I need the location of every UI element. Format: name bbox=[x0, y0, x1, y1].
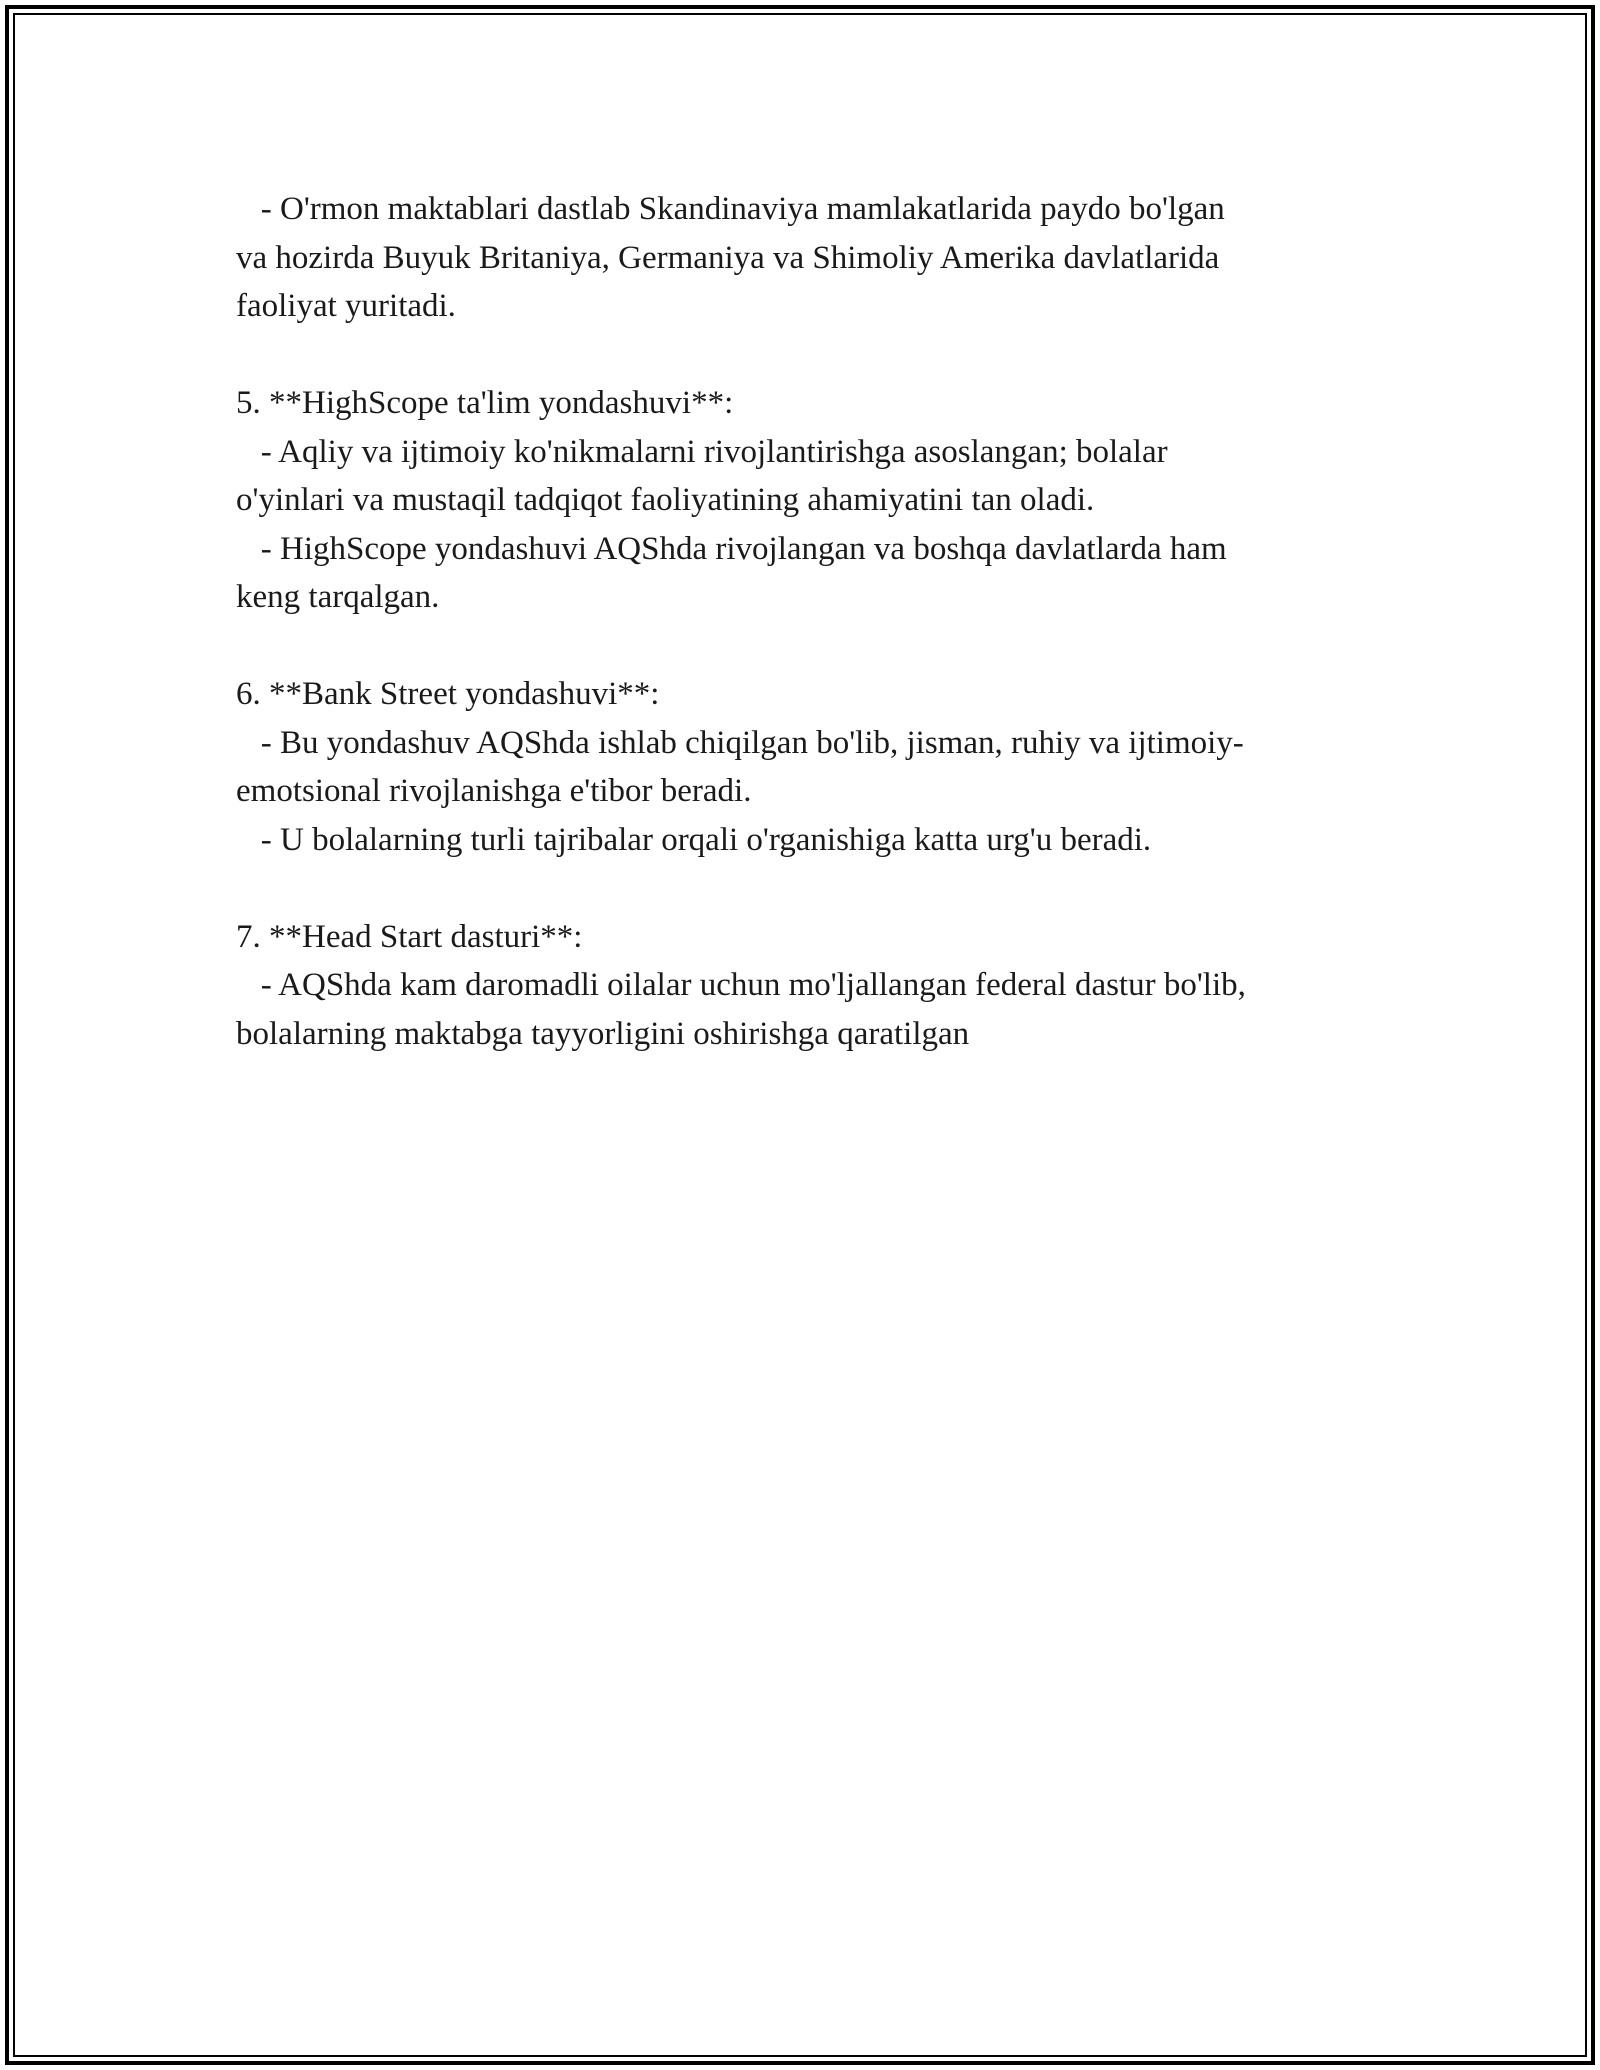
document-body bbox=[236, 185, 1386, 1058]
text-line: emotsional rivojlanishga e'tibor beradi. bbox=[236, 773, 752, 809]
section-heading: 6. **Bank Street yondashuvi**: bbox=[236, 676, 660, 712]
text-line: va hozirda Buyuk Britaniya, Germaniya va Shimoliy Amerika davlatlarida bbox=[236, 239, 1220, 276]
blank-line bbox=[236, 864, 1386, 913]
text-line: keng tarqalgan. bbox=[236, 579, 440, 615]
text-line: o'yinlari va mustaqil tadqiqot faoliyatining ahamiyatini tan oladi. bbox=[236, 482, 1095, 518]
text-line: - HighScope yondashuvi AQShda rivojlangan va boshqa davlatlarda ham bbox=[236, 530, 1227, 567]
text-line: - O'rmon maktablari dastlab Skandinaviya mamlakatlarida paydo bo'lgan bbox=[236, 191, 1225, 227]
section-heading: 7. **Head Start dasturi**: bbox=[236, 918, 583, 955]
blank-line bbox=[236, 622, 1386, 671]
section-heading: 5. **HighScope ta'lim yondashuvi**: bbox=[236, 385, 734, 421]
text-line: - Bu yondashuv AQShda ishlab chiqilgan bo'lib, jisman, ruhiy va ijtimoiy- bbox=[236, 724, 1244, 761]
text-line: - AQShda kam daromadli oilalar uchun mo'ljallangan federal dastur bo'lib, bbox=[236, 967, 1246, 1003]
text-line: - U bolalarning turli tajribalar orqali o'rganishiga katta urg'u beradi. bbox=[236, 821, 1152, 858]
text-line: faoliyat yuritadi. bbox=[236, 288, 456, 324]
text-line: - Aqliy va ijtimoiy ko'nikmalarni rivojlantirishga asoslangan; bolalar bbox=[236, 433, 1168, 470]
blank-line bbox=[236, 331, 1386, 380]
text-line: bolalarning maktabga tayyorligini oshirishga qaratilgan bbox=[236, 1015, 970, 1052]
